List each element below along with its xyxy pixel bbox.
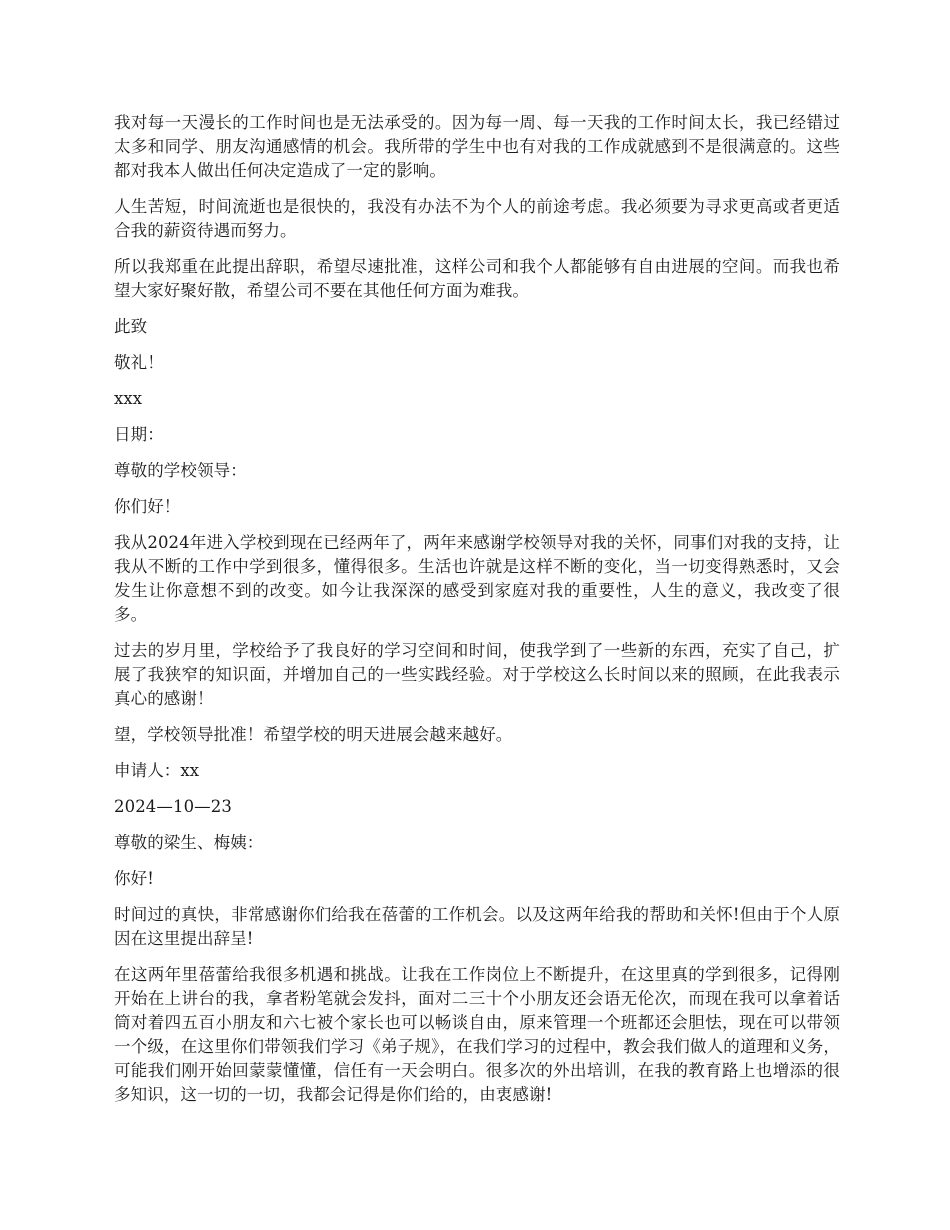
paragraph-career: 人生苦短，时间流逝也是很快的，我没有办法不为个人的前途考虑。我必须要为寻求更高或者更适合我的薪资待遇而努力。: [114, 197, 840, 240]
paragraph-request: 望，学校领导批准！希望学校的明天进展会越来越好。: [114, 725, 513, 744]
paragraph-resignation: 所以我郑重在此提出辞职，希望尽速批准，这样公司和我个人都能够有自由进展的空间。而我也希望大家好聚好散，希望公司不要在其他任何方面为难我。: [114, 257, 840, 300]
paragraph-past-years: 过去的岁月里，学校给予了我良好的学习空间和时间，使我学到了一些新的东西，充实了自己，扩展了我狭窄的知识面，并增加自己的一些实践经验。对于学校这么长时间以来的照顾，在此我表示真心的感谢！: [114, 641, 840, 708]
greeting-liang-mei: 你好!: [114, 869, 154, 888]
greeting-school: 你们好！: [114, 497, 181, 516]
paragraph-two-years: 在这两年里蓓蕾给我很多机遇和挑战。让我在工作岗位上不断提升，在这里真的学到很多，记得刚开始在上讲台的我，拿者粉笔就会发抖，面对二三十个小朋友还会语无伦次，而现在我可以拿着话筒对着四五百小朋友和六七被个家长也可以畅谈自由，原来管理一个班都还会胆怯，现在可以带领一个级，在这里你们带领我们学习《弟子规》，在我们学习的过程中，教会我们做人的道理和义务，可能我们刚开始回蒙蒙懂懂，信任有一天会明白。很多次的外出培训，在我的教育路上也增添的很多知识，这一切的一切，我都会记得是你们给的，由衷感谢!: [114, 965, 840, 1104]
date-label: 日期：: [114, 425, 164, 444]
closing-jingli: 敬礼！: [114, 353, 164, 372]
document-body: [114, 111, 840, 1119]
paragraph-thanks: 时间过的真快，非常感谢你们给我在蓓蕾的工作机会。以及这两年给我的帮助和关怀!但由于个人原因在这里提出辞呈!: [114, 905, 840, 948]
applicant-line: 申请人：xx: [114, 761, 200, 780]
paragraph-gratitude: 我从2024年进入学校到现在已经两年了，两年来感谢学校领导对我的关怀，同事们对我的支持，让我从不断的工作中学到很多，懂得很多。生活也许就是这样不断的变化，当一切变得熟悉时，又会发生让你意想不到的改变。如今让我深深的感受到家庭对我的重要性，人生的意义，我改变了很多。: [114, 533, 840, 624]
date-line: 2024—10—23: [114, 797, 232, 816]
paragraph-workload: 我对每一天漫长的工作时间也是无法承受的。因为每一周、每一天我的工作时间太长，我已经错过太多和同学、朋友沟通感情的机会。我所带的学生中也有对我的工作成就感到不是很满意的。这些都对我本人做出任何决定造成了一定的影响。: [114, 113, 840, 180]
closing-cizhi: 此致: [114, 317, 148, 336]
signature-name: xxx: [114, 389, 143, 408]
salutation-liang-mei: 尊敬的梁生、梅姨：: [114, 833, 264, 852]
salutation-school: 尊敬的学校领导：: [114, 461, 247, 480]
